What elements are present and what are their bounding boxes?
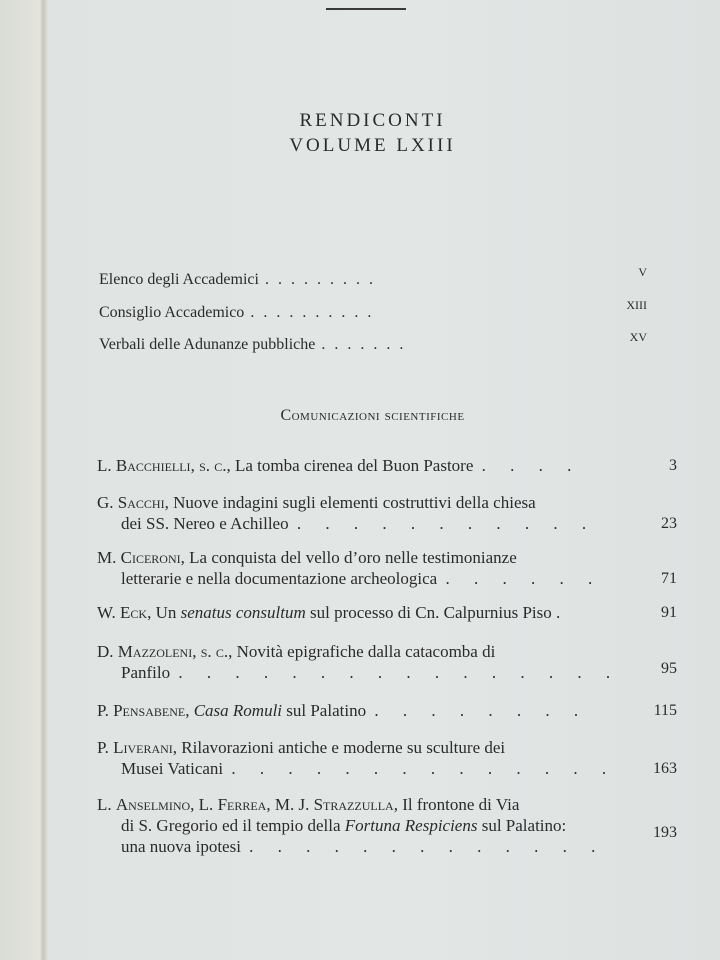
entry-line <box>97 568 677 589</box>
volume-title: VOLUME LXIII <box>289 135 456 156</box>
front-matter-item <box>99 330 659 354</box>
entry-line <box>97 758 677 779</box>
entry-text: P. <box>97 738 114 757</box>
entry-text: , La tomba cirenea del Buon Pastore <box>226 456 478 475</box>
italic-title: Casa Romuli <box>193 701 283 720</box>
entry-text: , Novità epigrafiche dalla catacomba di <box>228 642 496 661</box>
entry-text: G. <box>97 493 118 512</box>
entry-text: Musei Vaticani <box>121 759 228 778</box>
entry-text: , Nuove indagini sugli elementi costruttivi della chiesa <box>164 493 536 512</box>
front-matter-label: Consiglio Accademico <box>99 304 245 321</box>
leader-dots: . . . . <box>481 456 582 475</box>
author-name: Liverani <box>113 738 173 757</box>
entry-text: L. <box>97 795 116 814</box>
entry-text: , <box>192 642 201 661</box>
page-number: 193 <box>653 824 677 841</box>
leader-dots: . . . . . . <box>445 569 603 588</box>
author-name: Ciceroni <box>120 548 181 567</box>
entry-text: W. <box>97 603 120 622</box>
entry-text: D. <box>97 642 118 661</box>
toc-entry <box>97 602 677 623</box>
front-matter-label: Elenco degli Accademici <box>99 271 259 288</box>
entry-line <box>97 641 677 662</box>
author-name: Eck <box>120 603 148 622</box>
entry-text: , La conquista del vello d’oro nelle testimonianze <box>180 548 517 567</box>
leader-dots: . . . . . . . . . . . . . . . . <box>178 663 621 682</box>
entry-text: M. <box>97 548 121 567</box>
author-name: Mazzoleni <box>117 642 193 661</box>
toc-entry <box>97 794 677 857</box>
leader-dots: ......... <box>264 271 382 288</box>
entry-text: , <box>190 456 200 475</box>
front-matter-page: V <box>638 265 647 279</box>
toc-entry <box>97 492 677 534</box>
entry-text: , L. <box>190 795 218 814</box>
page-title: RENDICONTI <box>299 110 446 131</box>
leader-dots: . . . . . . . . . . . . . <box>249 837 606 856</box>
entry-line <box>97 602 677 623</box>
entry-text: , Un <box>147 603 181 622</box>
entry-line <box>97 815 677 836</box>
author-name: Pensabene <box>113 701 186 720</box>
italic-title: Fortuna Respiciens <box>344 816 478 835</box>
author-name: Anselmino <box>115 795 191 814</box>
toc-entry <box>97 641 677 683</box>
author-name: Sacchi <box>117 493 165 512</box>
leader-dots: . . . . . . . . . . . . . . <box>231 759 617 778</box>
author-name: Ferrea <box>217 795 267 814</box>
author-name: s. c. <box>199 456 227 475</box>
entry-text: , M. J. <box>266 795 314 814</box>
page-number: 71 <box>661 570 677 587</box>
page-number: 3 <box>669 457 677 474</box>
entry-text: P. <box>97 701 114 720</box>
leader-dots: . . . . . . . . <box>374 701 589 720</box>
page-number: 163 <box>653 760 677 777</box>
front-matter-page: XV <box>629 330 647 344</box>
entry-text: di S. Gregorio ed il tempio della <box>121 816 345 835</box>
entry-text: sul Palatino <box>282 701 371 720</box>
front-matter-item <box>99 298 659 322</box>
toc-entry <box>97 547 677 589</box>
entry-line <box>97 547 677 568</box>
section-heading: Comunicazioni scientifiche <box>280 407 465 424</box>
entry-text: L. <box>97 456 116 475</box>
leader-dots: . . . . . . . . . . . <box>296 514 597 533</box>
page-number: 23 <box>661 515 677 532</box>
toc-entry <box>97 700 677 721</box>
entry-text: , Il frontone di Via <box>393 795 520 814</box>
front-matter-page: XIII <box>626 298 647 312</box>
page-number: 115 <box>653 702 677 719</box>
front-matter-label: Verbali delle Adunanze pubbliche <box>99 336 316 353</box>
entry-text: dei SS. Nereo e Achilleo <box>121 514 293 533</box>
entry-text: una nuova ipotesi <box>121 837 246 856</box>
front-matter-item <box>99 265 659 289</box>
author-name: Strazzulla <box>313 795 394 814</box>
page-number: 95 <box>661 660 677 677</box>
entry-line <box>97 737 677 758</box>
entry-line <box>97 455 677 476</box>
toc-entry <box>97 455 677 476</box>
italic-title: senatus consultum <box>180 603 306 622</box>
entry-text: sul Palatino: <box>477 816 567 835</box>
author-name: s. c. <box>200 642 229 661</box>
entry-text: , <box>185 701 194 720</box>
entry-text: sul processo di Cn. Calpurnius Piso . <box>305 603 561 622</box>
entry-line <box>97 836 677 857</box>
entry-text: letterarie e nella documentazione archeologica <box>121 569 442 588</box>
leader-dots: ....... <box>321 336 413 353</box>
decorative-rule <box>326 8 406 10</box>
entry-line <box>97 662 677 683</box>
entry-line <box>97 513 677 534</box>
entry-line <box>97 492 677 513</box>
author-name: Bacchielli <box>115 456 191 475</box>
toc-entry <box>97 737 677 779</box>
entry-line <box>97 700 677 721</box>
entry-text: Panfilo <box>121 663 175 682</box>
leader-dots: .......... <box>250 304 381 321</box>
entry-text: , Rilavorazioni antiche e moderne su sculture dei <box>172 738 506 757</box>
entry-line <box>97 794 677 815</box>
page-number: 91 <box>661 604 677 621</box>
